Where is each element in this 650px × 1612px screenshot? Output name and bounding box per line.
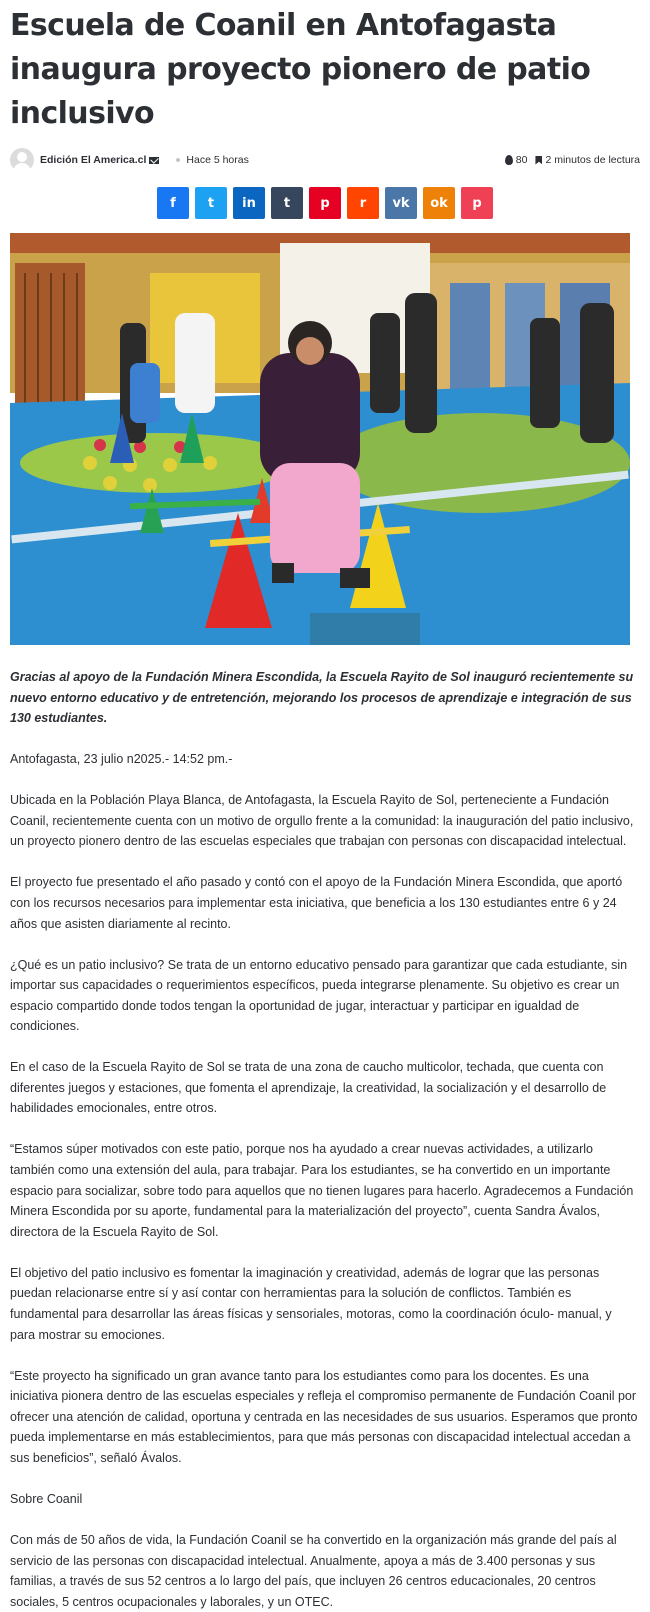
share-linkedin-button[interactable] bbox=[233, 187, 265, 219]
article-paragraph: ¿Qué es un patio inclusivo? Se trata de un entorno educativo pensado para garantizar que cada estudiante, sin importar sus capacidades o requerimientos específicos, pueda integrarse plenamente. Su objetivo es crear un espacio compartido donde todos tengan la oportunidad de jugar, interactuar y participar en igualdad de condiciones. bbox=[10, 957, 628, 1034]
featured-photo bbox=[10, 233, 630, 645]
article-paragraph: Con más de 50 años de vida, la Fundación Coanil se ha convertido en la organización más grande del país al servicio de las personas con discapacidad intelectual. Anualmente, apoya a más de 3.400 personas y sus familias, a través de sus 52 centros a lo largo del país, que incluyen 26 centros educacionales, 20 centros sociales, 5 centros ocupacionales y laborales, y un OTEC. bbox=[10, 1532, 617, 1609]
article-body bbox=[10, 667, 640, 1612]
separator-dot bbox=[176, 158, 180, 162]
tumblr-icon: t bbox=[283, 195, 291, 211]
post-stats bbox=[505, 154, 640, 166]
pocket-icon: p bbox=[472, 195, 482, 211]
article-lead: Gracias al apoyo de la Fundación Minera Escondida, la Escuela Rayito de Sol inauguró recientemente su nuevo entorno educativo y de entretención, mejorando los procesos de aprendizaje e integración de sus 130 estudiantes. bbox=[10, 670, 634, 726]
article-dateline: Antofagasta, 23 julio n2025.- 14:52 pm.- bbox=[10, 752, 233, 767]
author-avatar[interactable] bbox=[10, 148, 34, 172]
share-facebook-button[interactable] bbox=[157, 187, 189, 219]
article-paragraph: Ubicada en la Población Playa Blanca, de Antofagasta, la Escuela Rayito de Sol, perteneciente a Fundación Coanil, recientemente cuenta con un motivo de orgullo frente a la comunidad: la inauguración del patio inclusivo, un proyecto pionero dentro de las escuelas especiales que trabajan con personas con discapacidad intelectual. bbox=[10, 793, 634, 849]
article-paragraph: En el caso de la Escuela Rayito de Sol se trata de una zona de caucho multicolor, techada, que cuenta con diferentes juegos y estaciones, que fomenta el aprendizaje, la creatividad, la socialización y el desarrollo de habilidades emocionales, entre otros. bbox=[10, 1060, 607, 1116]
share-vk-button[interactable] bbox=[385, 187, 417, 219]
share-odnoklassniki-button[interactable] bbox=[423, 187, 455, 219]
bookmark-icon bbox=[535, 156, 542, 165]
pinterest-icon: p bbox=[320, 195, 330, 211]
odnoklassniki-icon: ok bbox=[430, 195, 448, 211]
reading-time: 2 minutos de lectura bbox=[545, 154, 640, 166]
share-pocket-button[interactable] bbox=[461, 187, 493, 219]
article-subheading: Sobre Coanil bbox=[10, 1491, 83, 1506]
facebook-icon: f bbox=[170, 195, 176, 211]
share-reddit-button[interactable] bbox=[347, 187, 379, 219]
article-paragraph: El objetivo del patio inclusivo es fomentar la imaginación y creatividad, además de lograr que las personas puedan relacionarse entre sí y así contar con herramientas para la solución de conflictos. También es fundamental para desarrollar las áreas físicas y sensoriales, motoras, como la coordinación óculo- manual, y para mostrar su emociones. bbox=[10, 1265, 612, 1342]
post-meta bbox=[10, 145, 640, 175]
author-name[interactable]: Edición El America.cl bbox=[40, 154, 147, 166]
article-paragraph: “Estamos súper motivados con este patio, porque nos ha ayudado a crear nuevas actividades, a utilizarlo también como una extensión del aula, para trabajar. Para los estudiantes, se ha convertido en un importante espacio para socializar, sobre todo para aquellos que no tienen lugares para hacerlo. Agradecemos a Fundación Minera Escondida por su aporte, fundamental para la materialización del proyecto”, cuenta Sandra Ávalos, directora de la Escuela Rayito de Sol. bbox=[10, 1142, 634, 1239]
envelope-icon[interactable] bbox=[149, 157, 159, 164]
reddit-icon: r bbox=[359, 195, 367, 211]
post-date: Hace 5 horas bbox=[186, 154, 249, 166]
share-tumblr-button[interactable] bbox=[271, 187, 303, 219]
linkedin-icon: in bbox=[242, 195, 256, 211]
vk-icon: vk bbox=[392, 195, 410, 211]
share-pinterest-button[interactable] bbox=[309, 187, 341, 219]
article-paragraph: “Este proyecto ha significado un gran avance tanto para los estudiantes como para los docentes. Es una iniciativa pionera dentro de las escuelas especiales y refleja el compromiso permanente de Fundación Coanil por ofrecer una atención de calidad, oportuna y centrada en las necesidades de sus usuarios. Esperamos que pronto pueda implementarse en más establecimientos, para que más personas con discapacidad intelectual accedan a sus beneficios”, señaló Ávalos. bbox=[10, 1368, 638, 1465]
fire-icon bbox=[505, 155, 513, 165]
share-twitter-button[interactable] bbox=[195, 187, 227, 219]
share-buttons bbox=[10, 187, 640, 219]
views-count: 80 bbox=[515, 154, 528, 166]
twitter-icon: t bbox=[207, 195, 215, 211]
article-paragraph: El proyecto fue presentado el año pasado y contó con el apoyo de la Fundación Minera Escondida, que aportó con los recursos necesarios para implementar esta iniciativa, que beneficia a los 130 estudiantes entre 6 y 24 años que asisten diariamente al recinto. bbox=[10, 875, 623, 931]
article-title: Escuela de Coanil en Antofagasta inaugura proyecto pionero de patio inclusivo bbox=[10, 8, 591, 131]
